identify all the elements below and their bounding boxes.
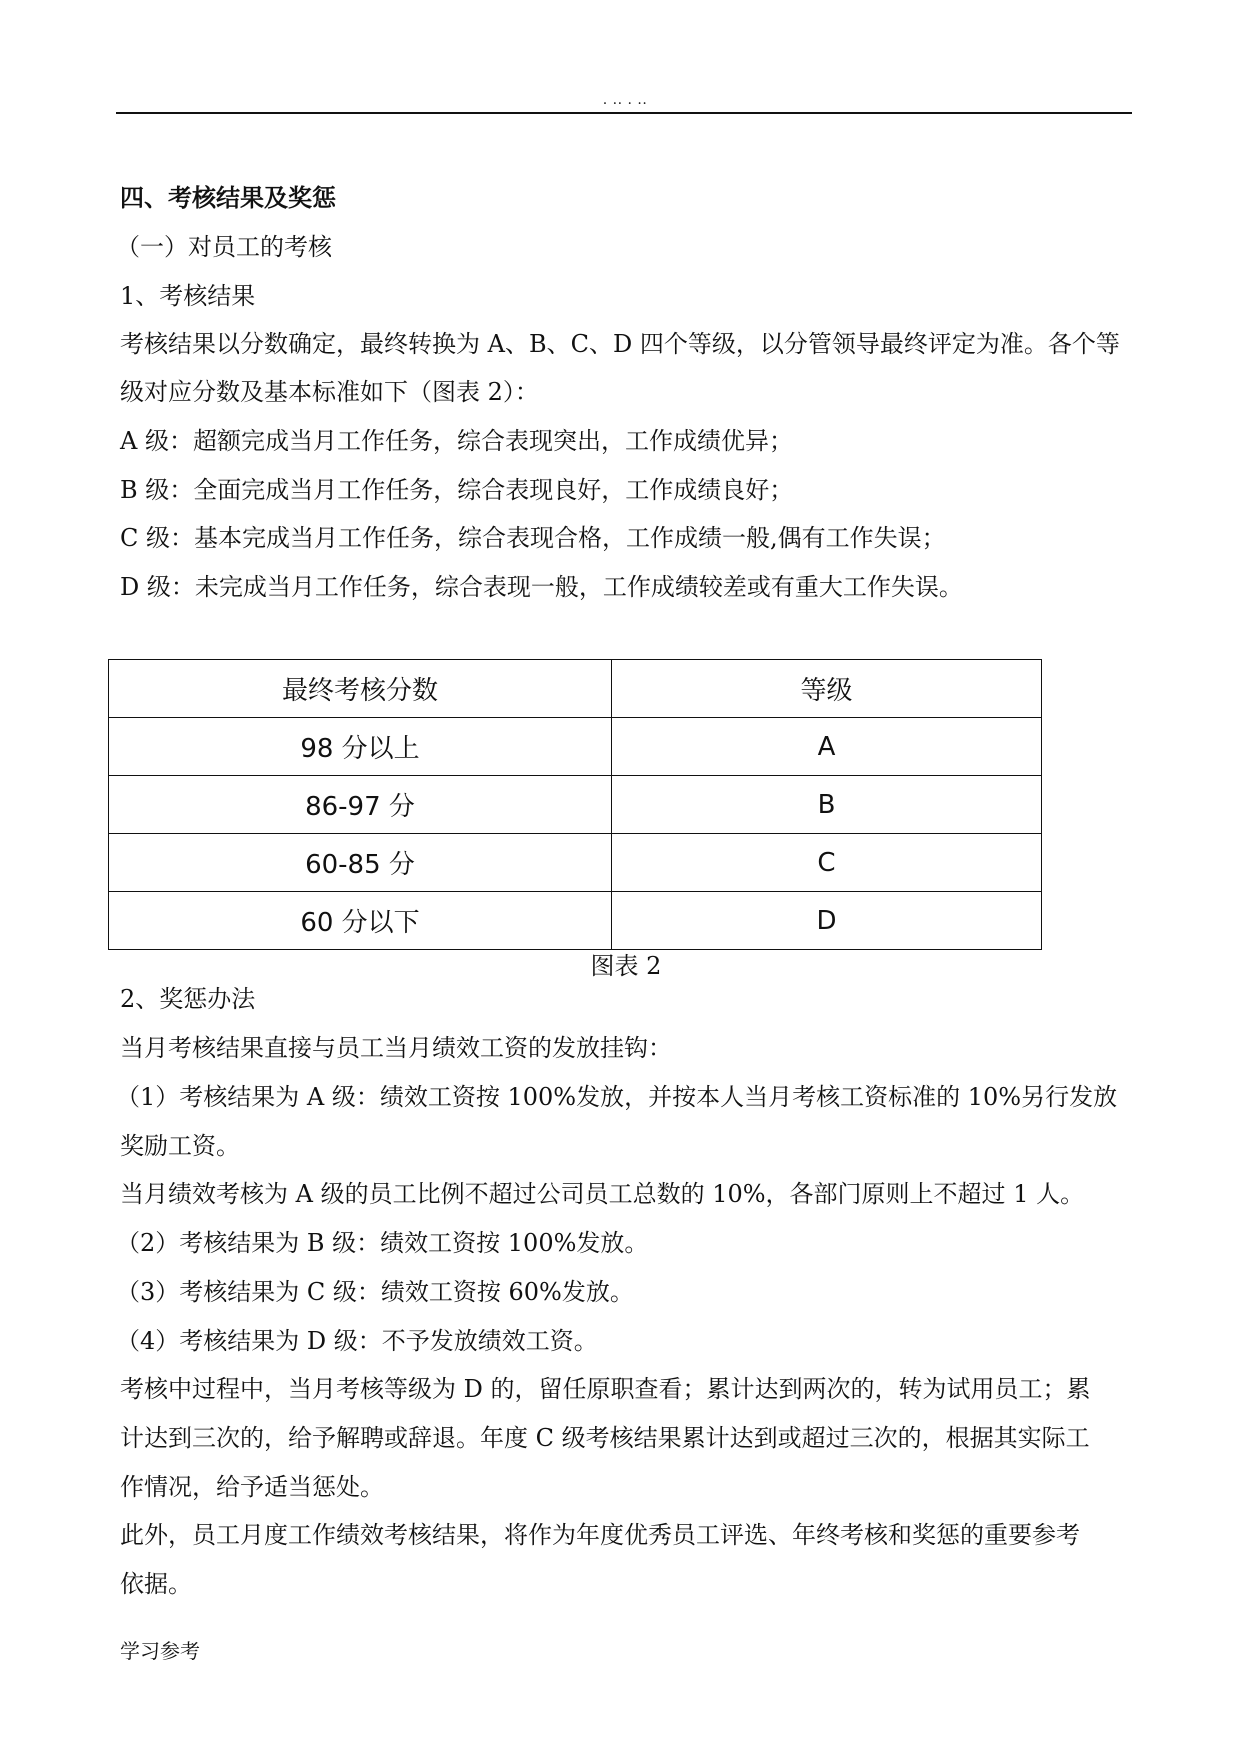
table-row xyxy=(109,776,1042,834)
table-header-row xyxy=(109,660,1042,718)
table-row xyxy=(109,718,1042,776)
footer-text: 学习参考 xyxy=(120,1639,200,1663)
paragraph-1-line-1: 考核结果以分数确定，最终转换为 A、B、C、D 四个等级，以分管领导最终评定为准。各个等 xyxy=(120,330,1120,358)
paragraph-3: 当月绩效考核为 A 级的员工比例不超过公司员工总数的 10%，各部门原则上不超过 1 人。 xyxy=(120,1180,1085,1208)
grade-table xyxy=(108,659,1042,950)
paragraph-5-line-1: 此外，员工月度工作绩效考核结果，将作为年度优秀员工评选、年终考核和奖惩的重要参考 xyxy=(120,1521,1080,1549)
table-cell-score: 60-85 分 xyxy=(109,834,612,892)
table-header-score: 最终考核分数 xyxy=(109,660,612,718)
table-cell-grade: A xyxy=(612,718,1042,776)
rule-3: （3）考核结果为 C 级：绩效工资按 60%发放。 xyxy=(116,1278,634,1306)
grade-b-text: B 级：全面完成当月工作任务，综合表现良好，工作成绩良好； xyxy=(120,476,794,504)
item1-title: 1、考核结果 xyxy=(120,282,256,310)
rule-1-line-1: （1）考核结果为 A 级：绩效工资按 100%发放，并按本人当月考核工资标准的 10%另行发放 xyxy=(116,1083,1118,1111)
rule-2: （2）考核结果为 B 级：绩效工资按 100%发放。 xyxy=(116,1229,649,1257)
table-row xyxy=(109,834,1042,892)
paragraph-2: 当月考核结果直接与员工当月绩效工资的发放挂钩： xyxy=(120,1034,672,1062)
table-row xyxy=(109,892,1042,950)
table-cell-score: 98 分以上 xyxy=(109,718,612,776)
table-cell-grade: D xyxy=(612,892,1042,950)
grade-d-text: D 级：未完成当月工作任务，综合表现一般，工作成绩较差或有重大工作失误。 xyxy=(120,573,963,601)
paragraph-4-line-2: 计达到三次的，给予解聘或辞退。年度 C 级考核结果累计达到或超过三次的，根据其实际工 xyxy=(120,1424,1090,1452)
table-header-grade: 等级 xyxy=(612,660,1042,718)
paragraph-1-line-2: 级对应分数及基本标准如下（图表 2）： xyxy=(120,378,539,406)
table-cell-score: 60 分以下 xyxy=(109,892,612,950)
table-cell-grade: B xyxy=(612,776,1042,834)
header-rule xyxy=(116,112,1132,114)
table-caption: 图表 2 xyxy=(590,952,662,980)
paragraph-5-line-2: 依据。 xyxy=(120,1570,192,1598)
header-dots: . .. . .. xyxy=(602,92,648,108)
rule-1-line-2: 奖励工资。 xyxy=(120,1132,240,1160)
rule-4: （4）考核结果为 D 级：不予发放绩效工资。 xyxy=(116,1327,598,1355)
grade-c-text: C 级：基本完成当月工作任务，综合表现合格，工作成绩一般,偶有工作失误； xyxy=(120,524,946,552)
item2-title: 2、奖惩办法 xyxy=(120,985,256,1013)
grade-a-text: A 级：超额完成当月工作任务，综合表现突出，工作成绩优异； xyxy=(120,427,793,455)
table-cell-score: 86-97 分 xyxy=(109,776,612,834)
sub-title: （一）对员工的考核 xyxy=(116,233,332,261)
paragraph-4-line-1: 考核中过程中，当月考核等级为 D 的，留任原职查看；累计达到两次的，转为试用员工；累 xyxy=(120,1375,1091,1403)
section-title: 四、考核结果及奖惩 xyxy=(120,183,336,212)
table-cell-grade: C xyxy=(612,834,1042,892)
paragraph-4-line-3: 作情况，给予适当惩处。 xyxy=(120,1473,384,1501)
